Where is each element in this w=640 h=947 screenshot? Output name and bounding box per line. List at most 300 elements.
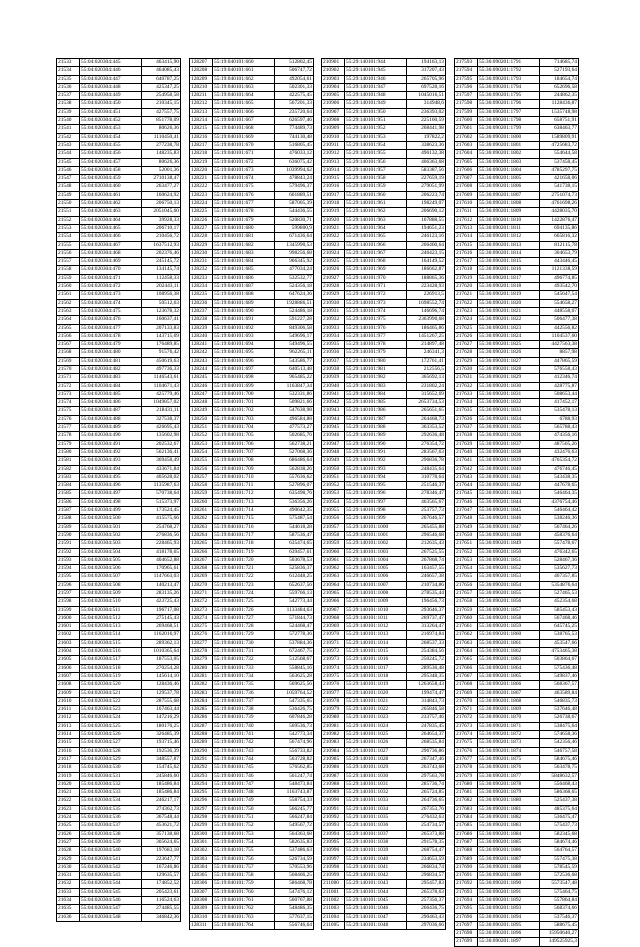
cadastral-number: 55:19:040101:717 — [213, 531, 275, 539]
table-row — [57, 83, 181, 91]
row-number: 210917 — [322, 191, 345, 199]
cadastral-number: 55:19:040101:698 — [213, 374, 275, 382]
value-cell: 257356,37 — [407, 896, 446, 904]
cadastral-number: 55:19:040101:725 — [213, 598, 275, 606]
table-row — [455, 100, 579, 108]
value-cell: 80626,36 — [142, 158, 181, 166]
value-cell: 226913,5 — [407, 291, 446, 299]
table-row — [190, 888, 314, 896]
cadastral-number: 55:04:020304:460 — [80, 183, 142, 191]
cadastral-number: 55:36:090201:1854 — [478, 581, 540, 589]
cadastral-number: 55:29:140101:1046 — [345, 905, 407, 913]
cadastral-number: 55:04:020304:546 — [80, 896, 142, 904]
row-number: 217629 — [455, 357, 478, 365]
row-number: 128291 — [190, 755, 213, 763]
row-number: 210958 — [322, 531, 345, 539]
table-row — [190, 872, 314, 880]
value-cell: 246341,3 — [407, 349, 446, 357]
registry-column-1 — [56, 58, 181, 922]
cadastral-number: 55:36:090201:1836 — [478, 432, 540, 440]
row-number: 210953 — [322, 490, 345, 498]
cadastral-number: 55:04:020304:523 — [80, 706, 142, 714]
value-cell: 412346,74 — [540, 374, 579, 382]
value-cell: 227659,19 — [407, 175, 446, 183]
table-row — [455, 764, 579, 772]
table-row — [190, 623, 314, 631]
cadastral-number: 55:04:020304:519 — [80, 672, 142, 680]
registry-column-2 — [189, 58, 314, 930]
table-row — [455, 216, 579, 224]
value-cell: 269737,47 — [407, 614, 446, 622]
row-number: 217662 — [455, 631, 478, 639]
cadastral-number: 55:29:140101:1016 — [345, 656, 407, 664]
cadastral-number: 55:04:020304:499 — [80, 507, 142, 515]
row-number: 21563 — [57, 307, 80, 315]
row-number: 21575 — [57, 407, 80, 415]
cadastral-number: 55:36:090201:1889 — [478, 872, 540, 880]
row-number: 21625 — [57, 822, 80, 830]
table-row — [190, 374, 314, 382]
value-cell: 2363990,68 — [407, 316, 446, 324]
row-number: 217692 — [455, 880, 478, 888]
table-row — [190, 83, 314, 91]
cadastral-number: 55:29:140101:1045 — [345, 896, 407, 904]
row-number: 217641 — [455, 457, 478, 465]
value-cell: 186465,86 — [407, 324, 446, 332]
cadastral-number: 55:04:020304:453 — [80, 125, 142, 133]
value-cell: 502685,76 — [275, 432, 314, 440]
value-cell: 428775,87 — [540, 382, 579, 390]
value-cell: 254958,58 — [142, 92, 181, 100]
cadastral-number: 55:36:090201:1806 — [478, 183, 540, 191]
row-number: 211005 — [322, 921, 345, 929]
row-number: 21569 — [57, 357, 80, 365]
cadastral-number: 55:04:020304:486 — [80, 399, 142, 407]
row-number: 21614 — [57, 731, 80, 739]
table-row — [57, 191, 181, 199]
row-number: 210906 — [322, 100, 345, 108]
cadastral-number: 55:36:090201:1849 — [478, 540, 540, 548]
value-cell: 8857,98 — [540, 349, 579, 357]
value-cell: 264468,73 — [407, 415, 446, 423]
table-row — [455, 108, 579, 116]
table-row — [455, 863, 579, 871]
table-row — [57, 324, 181, 332]
cadastral-number: 55:36:090201:1821 — [478, 307, 540, 315]
table-row — [57, 490, 181, 498]
cadastral-number: 55:29:140101:962 — [345, 208, 407, 216]
row-number: 217691 — [455, 872, 478, 880]
cadastral-number: 55:04:020304:459 — [80, 175, 142, 183]
value-cell: 557478,67 — [540, 540, 579, 548]
cadastral-number: 55:19:040101:694 — [213, 341, 275, 349]
value-cell: 562738,21 — [275, 440, 314, 448]
cadastral-number: 55:19:040101:715 — [213, 515, 275, 523]
cadastral-number: 55:29:140101:958 — [345, 175, 407, 183]
row-number: 217633 — [455, 390, 478, 398]
table-row — [322, 283, 446, 291]
value-cell: 433671,84 — [142, 465, 181, 473]
cadastral-number: 55:29:140101:983 — [345, 382, 407, 390]
table-row — [322, 440, 446, 448]
cadastral-number: 55:36:090201:1866 — [478, 681, 540, 689]
value-cell: 234653,59 — [407, 855, 446, 863]
value-cell: 548486,35 — [275, 905, 314, 913]
cadastral-number: 55:36:090201:1816 — [478, 266, 540, 274]
table-row — [322, 623, 446, 631]
cadastral-number: 55:36:090201:1850 — [478, 548, 540, 556]
value-cell: 463589,84 — [540, 689, 579, 697]
row-number: 128283 — [190, 689, 213, 697]
value-cell: 547476,12 — [275, 888, 314, 896]
cadastral-number: 55:04:020304:515 — [80, 639, 142, 647]
table-row — [455, 689, 579, 697]
row-number: 210988 — [322, 780, 345, 788]
row-number: 210981 — [322, 722, 345, 730]
table-row — [57, 133, 181, 141]
row-number: 128292 — [190, 764, 213, 772]
table-row — [190, 581, 314, 589]
row-number: 21590 — [57, 531, 80, 539]
cadastral-number: 55:19:040101:702 — [213, 407, 275, 415]
value-cell: 198249,07 — [407, 200, 446, 208]
value-cell: 39928,33 — [142, 216, 181, 224]
row-number: 217624 — [455, 316, 478, 324]
cadastral-number: 55:04:020304:531 — [80, 772, 142, 780]
value-cell: 599800,9 — [275, 224, 314, 232]
row-number: 128276 — [190, 631, 213, 639]
table-row — [190, 498, 314, 506]
table-row — [57, 200, 181, 208]
table-row — [190, 905, 314, 913]
table-row — [455, 747, 579, 755]
row-number: 210934 — [322, 332, 345, 340]
value-cell: 338623,36 — [407, 141, 446, 149]
table-row — [190, 590, 314, 598]
row-number: 21549 — [57, 191, 80, 199]
row-number: 217656 — [455, 581, 478, 589]
value-cell: 584675,46 — [540, 755, 579, 763]
value-cell: 528467,36 — [540, 556, 579, 564]
row-number: 217611 — [455, 208, 478, 216]
cadastral-number: 55:19:040101:732 — [213, 656, 275, 664]
cadastral-number: 55:19:040101:726 — [213, 606, 275, 614]
value-cell: 1928886,51 — [275, 299, 314, 307]
value-cell: 147216,29 — [142, 714, 181, 722]
value-cell: 296546,68 — [407, 531, 446, 539]
cadastral-number: 55:29:140101:1012 — [345, 623, 407, 631]
row-number: 21610 — [57, 697, 80, 705]
cadastral-number: 55:19:040101:703 — [213, 415, 275, 423]
cadastral-number: 55:04:020304:535 — [80, 805, 142, 813]
row-number: 128255 — [190, 457, 213, 465]
row-number: 21612 — [57, 714, 80, 722]
cadastral-number: 55:19:040101:667 — [213, 117, 275, 125]
value-cell: 184654,74 — [540, 75, 579, 83]
value-cell: 1422876,47 — [540, 216, 579, 224]
table-row — [190, 216, 314, 224]
table-row — [57, 457, 181, 465]
table-row — [455, 390, 579, 398]
table-row — [455, 648, 579, 656]
cadastral-number: 55:29:140101:1015 — [345, 648, 407, 656]
value-cell: 567201,33 — [275, 100, 314, 108]
row-number: 128279 — [190, 656, 213, 664]
row-number: 128222 — [190, 183, 213, 191]
value-cell: 223647,77 — [142, 855, 181, 863]
table-row — [57, 108, 181, 116]
cadastral-number: 55:04:020304:510 — [80, 598, 142, 606]
cadastral-number: 55:29:140101:972 — [345, 291, 407, 299]
row-number: 21627 — [57, 838, 80, 846]
row-number: 21556 — [57, 249, 80, 257]
value-cell: 265846,58 — [407, 706, 446, 714]
table-row — [455, 938, 579, 946]
row-number: 217693 — [455, 888, 478, 896]
cadastral-number: 55:36:090201:1881 — [478, 805, 540, 813]
table-row — [455, 847, 579, 855]
cadastral-number: 55:19:040101:701 — [213, 399, 275, 407]
row-number: 21599 — [57, 606, 80, 614]
value-cell: 164149,52 — [407, 258, 446, 266]
cadastral-number: 55:19:040101:755 — [213, 847, 275, 855]
table-row — [190, 672, 314, 680]
table-row — [455, 838, 579, 846]
cadastral-number: 55:36:090201:1809 — [478, 208, 540, 216]
row-number: 217594 — [455, 67, 478, 75]
cadastral-number: 55:29:140101:1003 — [345, 548, 407, 556]
table-row — [322, 507, 446, 515]
value-cell: 1637512,93 — [142, 241, 181, 249]
table-row — [322, 399, 446, 407]
table-row — [190, 689, 314, 697]
row-number: 217614 — [455, 233, 478, 241]
row-number: 128235 — [190, 291, 213, 299]
value-cell: 1049857,02 — [142, 399, 181, 407]
row-number: 210972 — [322, 648, 345, 656]
value-cell: 289536,48 — [407, 664, 446, 672]
value-cell: 15950640,27 — [540, 930, 579, 938]
row-number: 21533 — [57, 59, 80, 67]
table-row — [322, 896, 446, 904]
table-row — [322, 830, 446, 838]
row-number: 21597 — [57, 590, 80, 598]
cadastral-number: 55:19:040101:730 — [213, 639, 275, 647]
cadastral-number: 55:04:020304:461 — [80, 191, 142, 199]
row-number: 217676 — [455, 747, 478, 755]
value-cell: 566245,77 — [275, 805, 314, 813]
cadastral-number: 55:29:140101:945 — [345, 67, 407, 75]
cadastral-number: 55:36:090201:1839 — [478, 457, 540, 465]
table-row — [455, 639, 579, 647]
value-cell: 1263658,43 — [407, 681, 446, 689]
cadastral-number: 55:04:020304:472 — [80, 283, 142, 291]
table-row — [322, 307, 446, 315]
row-number: 217644 — [455, 482, 478, 490]
cadastral-number: 55:36:090201:1856 — [478, 598, 540, 606]
row-number: 217637 — [455, 424, 478, 432]
cadastral-number: 55:04:020304:484 — [80, 382, 142, 390]
table-row — [455, 614, 579, 622]
row-number: 21632 — [57, 880, 80, 888]
value-cell: 546757,58 — [540, 747, 579, 755]
table-row — [455, 656, 579, 664]
cadastral-number: 55:04:020304:455 — [80, 141, 142, 149]
cadastral-number: 55:29:140101:967 — [345, 249, 407, 257]
row-number: 128209 — [190, 75, 213, 83]
value-cell: 296836,78 — [407, 457, 446, 465]
cadastral-number: 55:36:090201:1885 — [478, 838, 540, 846]
value-cell: 291578,35 — [407, 838, 446, 846]
row-number: 21553 — [57, 224, 80, 232]
row-number: 217657 — [455, 590, 478, 598]
cadastral-number: 55:04:020304:500 — [80, 515, 142, 523]
cadastral-number: 55:04:020304:492 — [80, 448, 142, 456]
cadastral-number: 55:36:090201:1847 — [478, 523, 540, 531]
cadastral-number: 55:19:040101:680 — [213, 224, 275, 232]
table-row — [322, 249, 446, 257]
table-row — [190, 175, 314, 183]
cadastral-number: 55:04:020304:512 — [80, 614, 142, 622]
cadastral-number: 55:04:020304:526 — [80, 731, 142, 739]
row-number: 217622 — [455, 299, 478, 307]
row-number: 128260 — [190, 498, 213, 506]
value-cell: 567468,46 — [540, 614, 579, 622]
table-row — [190, 365, 314, 373]
row-number: 217667 — [455, 672, 478, 680]
cadastral-number: 55:29:140101:969 — [345, 266, 407, 274]
row-number: 21570 — [57, 365, 80, 373]
row-number: 210904 — [322, 83, 345, 91]
cadastral-number: 55:29:140101:961 — [345, 200, 407, 208]
value-cell: 556746,64 — [275, 921, 314, 929]
row-number: 210946 — [322, 432, 345, 440]
value-cell: 547638,98 — [275, 407, 314, 415]
value-cell: 80626,36 — [142, 125, 181, 133]
value-cell: 1121338,59 — [540, 266, 579, 274]
cadastral-number: 55:04:020304:487 — [80, 407, 142, 415]
cadastral-number: 55:19:040101:758 — [213, 872, 275, 880]
table-row — [322, 175, 446, 183]
registry-column-4 — [454, 58, 579, 947]
value-cell: 254384,56 — [407, 648, 446, 656]
table-row — [322, 150, 446, 158]
value-cell: 418178,65 — [142, 548, 181, 556]
value-cell: 348557,87 — [142, 755, 181, 763]
table-row — [57, 614, 181, 622]
value-cell: 1163847,34 — [275, 382, 314, 390]
cadastral-number: 55:36:090201:1812 — [478, 233, 540, 241]
row-number: 21628 — [57, 847, 80, 855]
row-number: 211004 — [322, 913, 345, 921]
table-row — [455, 274, 579, 282]
value-cell: 214897,48 — [407, 341, 446, 349]
value-cell: 549696,17 — [275, 332, 314, 340]
row-number: 217605 — [455, 158, 478, 166]
cadastral-number: 55:04:020304:527 — [80, 739, 142, 747]
cadastral-number: 55:36:090201:1835 — [478, 424, 540, 432]
row-number: 128265 — [190, 540, 213, 548]
cadastral-number: 55:04:020304:464 — [80, 216, 142, 224]
row-number: 210950 — [322, 465, 345, 473]
table-row — [322, 573, 446, 581]
value-cell: 1135987,63 — [142, 482, 181, 490]
row-number: 210924 — [322, 249, 345, 257]
cadastral-number: 55:29:140101:1042 — [345, 872, 407, 880]
cadastral-number: 55:36:090201:1825 — [478, 341, 540, 349]
cadastral-number: 55:04:020304:538 — [80, 830, 142, 838]
table-row — [57, 681, 181, 689]
row-number: 21633 — [57, 888, 80, 896]
value-cell: 363353,52 — [407, 424, 446, 432]
row-number: 211002 — [322, 896, 345, 904]
table-row — [190, 241, 314, 249]
table-row — [190, 764, 314, 772]
cadastral-number: 55:29:140101:965 — [345, 233, 407, 241]
cadastral-number: 55:36:090201:1810 — [478, 216, 540, 224]
cadastral-number: 55:36:090201:1877 — [478, 772, 540, 780]
row-number: 217670 — [455, 697, 478, 705]
cadastral-number: 55:36:090201:1807 — [478, 191, 540, 199]
value-cell: 265705,96 — [407, 75, 446, 83]
value-cell: 276354,72 — [407, 440, 446, 448]
table-row — [322, 523, 446, 531]
cadastral-number: 55:29:140101:995 — [345, 482, 407, 490]
row-number: 21566 — [57, 332, 80, 340]
cadastral-number: 55:19:040101:672 — [213, 158, 275, 166]
value-cell: 638463,77 — [540, 125, 579, 133]
cadastral-number: 55:36:090201:1894 — [478, 913, 540, 921]
table-row — [455, 224, 579, 232]
table-row — [190, 258, 314, 266]
cadastral-number: 55:04:020304:504 — [80, 548, 142, 556]
row-number: 21604 — [57, 648, 80, 656]
value-cell: 194651,23 — [407, 224, 446, 232]
value-cell: 572536,68 — [540, 872, 579, 880]
value-cell: 585453,43 — [540, 606, 579, 614]
table-row — [57, 656, 181, 664]
table-row — [57, 166, 181, 174]
value-cell: 415575,66 — [142, 515, 181, 523]
cadastral-number: 55:04:020304:532 — [80, 780, 142, 788]
row-number: 128248 — [190, 399, 213, 407]
cadastral-number: 55:19:040101:736 — [213, 689, 275, 697]
table-row — [455, 814, 579, 822]
cadastral-number: 55:36:090201:1853 — [478, 573, 540, 581]
value-cell: 744130,48 — [275, 133, 314, 141]
value-cell: 652637,56 — [275, 581, 314, 589]
value-cell: 562838,26 — [275, 465, 314, 473]
table-row — [455, 117, 579, 125]
value-cell: 247835,45 — [407, 722, 446, 730]
row-number: 21542 — [57, 133, 80, 141]
table-row — [57, 291, 181, 299]
row-number: 128278 — [190, 648, 213, 656]
table-row — [455, 565, 579, 573]
row-number: 210941 — [322, 390, 345, 398]
table-row — [190, 731, 314, 739]
value-cell: 503678,53 — [275, 556, 314, 564]
row-number: 210973 — [322, 656, 345, 664]
cadastral-number: 55:04:020304:457 — [80, 158, 142, 166]
row-number: 128306 — [190, 880, 213, 888]
row-number: 210974 — [322, 664, 345, 672]
table-row — [190, 150, 314, 158]
table-row — [455, 457, 579, 465]
row-number: 210956 — [322, 515, 345, 523]
value-cell: 267353,76 — [407, 805, 446, 813]
table-row — [190, 249, 314, 257]
